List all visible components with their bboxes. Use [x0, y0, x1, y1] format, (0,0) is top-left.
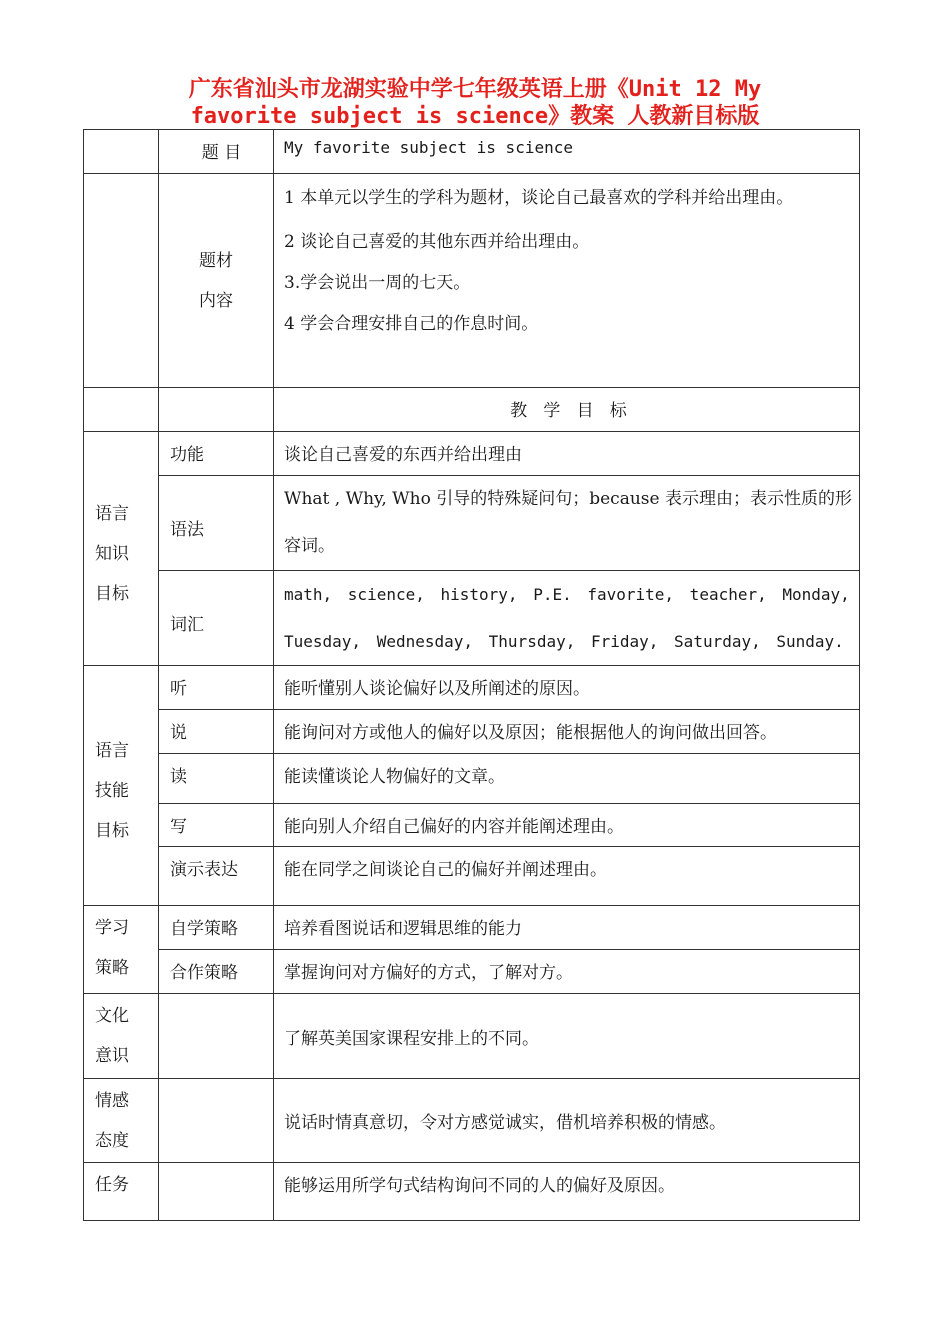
task-value: 能够运用所学句式结构询问不同的人的偏好及原因。 — [274, 1163, 860, 1221]
task-row — [84, 1163, 860, 1221]
function-value: 谈论自己喜爱的东西并给出理由 — [274, 432, 860, 476]
knowledge-grammar-row — [84, 476, 860, 571]
grammar-label: 语法 — [159, 476, 274, 571]
knowledge-function-row — [84, 432, 860, 476]
vocab-label: 词汇 — [159, 571, 274, 666]
present-value: 能在同学之间谈论自己的偏好并阐述理由。 — [274, 847, 860, 906]
grammar-value: What , Why, Who 引导的特殊疑问句；because 表示理由；表示性质的形容词。 — [274, 476, 860, 571]
topic-row — [84, 130, 860, 174]
culture-label-line-1: 文化 — [95, 1006, 129, 1026]
document-title-line-1: 广东省汕头市龙湖实验中学七年级英语上册《Unit 12 My — [188, 77, 762, 102]
strategy-self-row — [84, 906, 860, 950]
skills-write-row — [84, 804, 860, 847]
empty-cell — [159, 994, 274, 1079]
speak-value: 能询问对方或他人的偏好以及原因；能根据他人的询问做出回答。 — [274, 710, 860, 754]
content-item-1: 1 本单元以学生的学科为题材，谈论自己最喜欢的学科并给出理由。 — [284, 188, 794, 208]
empty-cell — [159, 1079, 274, 1163]
listen-value: 能听懂别人谈论偏好以及所阐述的原因。 — [274, 666, 860, 710]
cooperation-label: 合作策略 — [159, 950, 274, 994]
objectives-header: 教 学 目 标 — [274, 388, 860, 432]
knowledge-vocab-row — [84, 571, 860, 666]
content-label-line-2: 内容 — [199, 290, 233, 311]
content-items — [274, 174, 860, 388]
read-value: 能读懂谈论人物偏好的文章。 — [274, 754, 860, 804]
content-row — [84, 174, 860, 388]
self-study-value: 培养看图说话和逻辑思维的能力 — [274, 906, 860, 950]
skills-group-line-1: 语言 — [95, 740, 129, 761]
knowledge-group-line-3: 目标 — [95, 583, 129, 604]
empty-cell — [159, 388, 274, 432]
empty-cell — [84, 174, 159, 388]
content-label — [159, 174, 274, 388]
write-value: 能向别人介绍自己偏好的内容并能阐述理由。 — [274, 804, 860, 847]
listen-label: 听 — [159, 666, 274, 710]
present-label: 演示表达 — [159, 847, 274, 906]
skills-present-row — [84, 847, 860, 906]
strategy-coop-row — [84, 950, 860, 994]
knowledge-group-label — [84, 432, 159, 666]
skills-read-row — [84, 754, 860, 804]
vocab-value: math, science, history, P.E. favorite, teacher, Monday, Tuesday, Wednesday, Thursday, Friday, Saturday, Sunday. — [274, 571, 860, 666]
content-item-2: 2 谈论自己喜爱的其他东西并给出理由。 — [284, 232, 590, 252]
empty-cell — [84, 388, 159, 432]
empty-cell — [84, 130, 159, 174]
cooperation-value: 掌握询问对方偏好的方式，了解对方。 — [274, 950, 860, 994]
culture-value: 了解英美国家课程安排上的不同。 — [274, 994, 860, 1079]
content-item-4: 4 学会合理安排自己的作息时间。 — [284, 314, 539, 334]
emotion-label — [84, 1079, 159, 1163]
write-label: 写 — [159, 804, 274, 847]
skills-speak-row — [84, 710, 860, 754]
read-label: 读 — [159, 754, 274, 804]
culture-row — [84, 994, 860, 1079]
emotion-value: 说话时情真意切，令对方感觉诚实，借机培养积极的情感。 — [274, 1079, 860, 1163]
topic-label: 题 目 — [159, 130, 274, 174]
topic-value: My favorite subject is science — [274, 130, 860, 174]
task-label: 任务 — [84, 1163, 159, 1221]
culture-label — [84, 994, 159, 1079]
emotion-label-line-2: 态度 — [95, 1131, 129, 1151]
document-title-line-2: favorite subject is science》教案 人教新目标版 — [190, 104, 760, 129]
lesson-plan-table — [83, 129, 860, 1221]
skills-group-line-2: 技能 — [95, 780, 129, 801]
objectives-header-row — [84, 388, 860, 432]
strategy-group-label — [84, 906, 159, 994]
content-label-line-1: 题材 — [199, 250, 233, 271]
strategy-group-line-1: 学习 — [95, 918, 129, 938]
speak-label: 说 — [159, 710, 274, 754]
skills-group-line-3: 目标 — [95, 820, 129, 841]
emotion-label-line-1: 情感 — [95, 1091, 129, 1111]
empty-cell — [159, 1163, 274, 1221]
skills-listen-row — [84, 666, 860, 710]
emotion-row — [84, 1079, 860, 1163]
skills-group-label — [84, 666, 159, 906]
knowledge-group-line-1: 语言 — [95, 503, 129, 524]
culture-label-line-2: 意识 — [95, 1046, 129, 1066]
strategy-group-line-2: 策略 — [95, 958, 129, 978]
content-item-3: 3.学会说出一周的七天。 — [284, 273, 471, 293]
function-label: 功能 — [159, 432, 274, 476]
self-study-label: 自学策略 — [159, 906, 274, 950]
knowledge-group-line-2: 知识 — [95, 543, 129, 564]
